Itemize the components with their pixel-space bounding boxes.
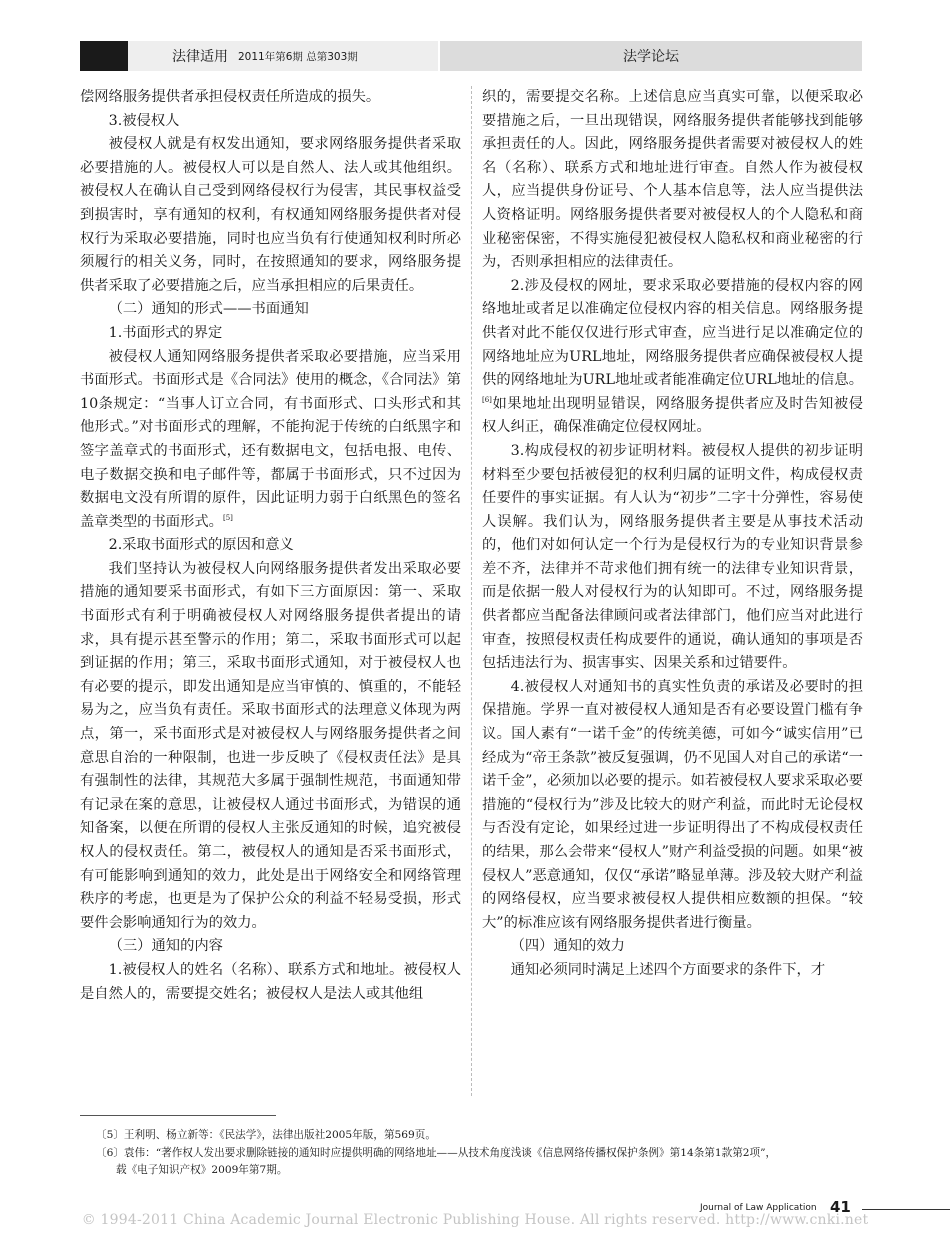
paragraph: 偿网络服务提供者承担侵权责任所造成的损失。 [80,89,381,105]
section-title: 法学论坛 [623,49,679,65]
paragraph: 3.构成侵权的初步证明材料。被侵权人提供的初步证明材料至少要包括被侵犯的权利归属的证明文件，构成侵权责任要件的事实证据。有人认为“初步”二字十分弹性，容易使人误解。我们认为，网络服务提供者主要是从事技术活动的，他们对如何认定一个行为是侵权行为的专业知识背景参差不齐，法律并不苛求他们拥有统一的法律专业知识背景，而是依据一般人对侵权行为的认知即可。不过，网络服务提供者都应当配备法律顾问或者法律部门，他们应当对此进行审查，按照侵权责任构成要件的通说，确认通知的事项是否包括违法行为、损害事实、因果关系和过错要件。 [482,442,863,672]
paragraph: 织的，需要提交名称。上述信息应当真实可靠，以便采取必要措施之后，一旦出现错误，网络服务提供者能够找到能够承担责任的人。因此，网络服务提供者需要对被侵权人的姓名（名称）、联系方式和地址进行审查。自然人作为被侵权人，应当提供身份证号、个人基本信息等，法人应当提供法人资格证明。网络服务提供者要对被侵权人的个人隐私和商业秘密保密，不得实施侵犯被侵权人隐私权和商业秘密的行为，否则承担相应的法律责任。 [482,89,863,271]
paragraph: 我们坚持认为被侵权人向网络服务提供者发出采取必要措施的通知要采书面形式，有如下三方面原因：第一、采取书面形式有利于明确被侵权人对网络服务提供者提出的请求，具有提示甚至警示的作用；第二，采取书面形式可以起到证据的作用；第三，采取书面形式通知，对于被侵权人也有必要的提示，即发出通知是应当审慎的、慎重的，不能轻易为之，应当负有责任。采取书面形式的法理意义体现为两点，第一，采书面形式是对被侵权人与网络服务提供者之间意思自治的一种限制，也进一步反映了《侵权责任法》是具有强制性的法律，其规范大多属于强制性规范，书面通知带有记录在案的意思，让被侵权人通过书面形式，为错误的通知备案，以便在所谓的侵权人主张反通知的时候，追究被侵权人的侵权责任。第二，被侵权人的通知是否采书面形式，有可能影响到通知的效力，此处是出于网络安全和网络管理秩序的考虑，也更是为了保护公众的利益不轻易受损，形式要件会影响通知行为的效力。 [80,560,461,931]
heading-reasons: 2.采取书面形式的原因和意义 [108,537,294,554]
heading-infringed-party: 3.被侵权人 [108,112,180,129]
footnote-ref-6[interactable]: [6] [482,395,492,404]
copyright-watermark: © 1994-2011 China Academic Journal Electronic Publishing House. All rights reserved. http://www.cnki.net [81,1212,869,1228]
paragraph: 2.涉及侵权的网址，要求采取必要措施的侵权内容的网络地址或者足以准确定位侵权内容的相关信息。网络服务提供者对此不能仅仅进行形式审查，应当进行足以准确定位的网络地址应为URL地址，网络服务提供者应确保被侵权人提供的网络地址为URL地址或者能准确定位URL地址的信息。[6]如果地址出现明显错误，网络服务提供者应及时告知被侵权人纠正，确保准确定位侵权网址。 [482,277,863,436]
paragraph: 4.被侵权人对通知书的真实性负责的承诺及必要时的担保措施。学界一直对被侵权人通知是否有必要设置门槛有争议。国人素有“一诺千金”的传统美德，可如今“诚实信用”已经成为“帝王条款”被反复强调，仍不见国人对自己的承诺“一诺千金”，必须加以必要的提示。如若被侵权人要求采取必要措施的“侵权行为”涉及比较大的财产利益，而此时无论侵权与否没有定论，如果经过进一步证明得出了不构成侵权责任的结果，那么会带来“侵权人”财产利益受损的问题。如果“被侵权人”恶意通知，仅仅“承诺”略显单薄。涉及较大财产利益的网络侵权，应当要求被侵权人提供相应数额的担保。“较大”的标准应该有网络服务提供者进行衡量。 [482,678,863,931]
footnotes [96,1127,862,1180]
journal-name: 法律适用 [172,49,228,65]
footnote-6-continued: 载《电子知识产权》2009年第7期。 [116,1164,288,1176]
heading-notice-content: （三）通知的内容 [108,938,223,955]
footnote-6: 〔6〕袁伟：“著作权人发出要求删除链接的通知时应提供明确的网络地址——从技术角度浅谈《信息网络传播权保护条例》第14条第1款第2项”， [96,1146,777,1159]
heading-notice-form: （二）通知的形式——书面通知 [108,301,309,318]
heading-notice-effect: （四）通知的效力 [510,938,625,955]
footnote-rule [80,1115,276,1116]
header-section-bar [440,41,862,71]
column-divider [471,86,472,1096]
footer-journal-name: Journal of Law Application [700,1203,817,1213]
footnote-5: 〔5〕王利明、杨立新等：《民法学》，法律出版社2005年版，第569页。 [96,1129,436,1141]
right-column [482,86,863,983]
issue-info: 2011年第6期 总第303期 [238,50,358,63]
footnote-ref-5[interactable]: [5] [222,513,233,522]
page-number: 41 [830,1198,851,1216]
header-black-block [80,41,128,71]
paragraph: 被侵权人通知网络服务提供者采取必要措施，应当采用书面形式。书面形式是《合同法》使用的概念，《合同法》第10条规定：“当事人订立合同，有书面形式、口头形式和其他形式。”对书面形式的理解，不能拘泥于传统的白纸黑字和签字盖章式的书面形式，还有数据电文，包括电报、电传、电子数据交换和电子邮件等，都属于书面形式，只不过因为数据电文没有所谓的原件，因此证明力弱于白纸黑色的签名盖章类型的书面形式。[5] [80,348,461,530]
footer-rule [862,1209,950,1210]
paragraph: 被侵权人就是有权发出通知，要求网络服务提供者采取必要措施的人。被侵权人可以是自然人、法人或其他组织。被侵权人在确认自己受到网络侵权行为侵害，其民事权益受到损害时，享有通知的权利，有权通知网络服务提供者对侵权行为采取必要措施，同时也应当负有行使通知权利时所必须履行的相关义务，同时，在按照通知的要求，网络服务提供者采取了必要措施之后，应当承担相应的后果责任。 [80,136,461,294]
paragraph: 通知必须同时满足上述四个方面要求的条件下，才 [510,961,826,978]
header-journal-bar [128,41,438,71]
paragraph: 1.被侵权人的姓名（名称）、联系方式和地址。被侵权人是自然人的，需要提交姓名；被侵权人是法人或其他组 [80,961,461,1002]
heading-written-form-definition: 1.书面形式的界定 [108,324,223,341]
left-column [80,86,461,1006]
